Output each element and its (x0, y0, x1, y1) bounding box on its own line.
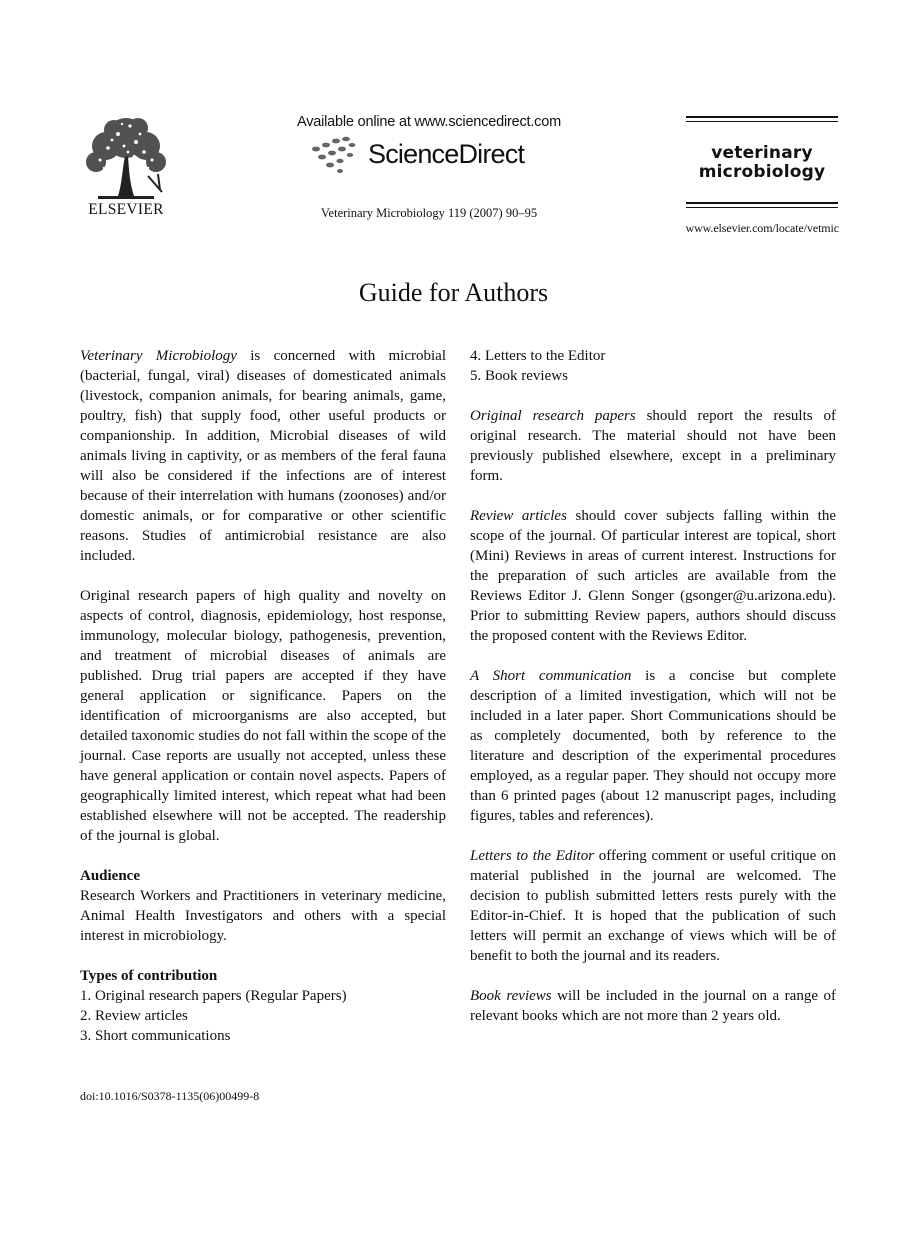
book-reviews-paragraph: Book reviews will be included in the journal on a range of relevant books which are not more than 2 years old. (470, 988, 836, 1024)
journal-citation: Veterinary Microbiology 119 (2007) 90–95 (320, 206, 538, 220)
publisher-name: ELSEVIER (88, 201, 164, 218)
journal-logo (686, 116, 838, 211)
journal-logo-line2: microbiology (698, 162, 826, 182)
letters-paragraph: Letters to the Editor offering comment or useful critique on material published in the journal are welcomed. The decision to publish submitted letters rests purely with the Editor-in-Chief. It is hoped that the publication of such letters will permit an exchange of views which will be of benefit to both the journal and its readers. (470, 848, 837, 964)
sciencedirect-dots-icon (310, 135, 366, 175)
list-item: 3. Short communications (80, 1028, 231, 1044)
divider (686, 207, 838, 208)
journal-logo-line1: veterinary (711, 143, 813, 163)
list-item: 1. Original research papers (Regular Papers) (80, 988, 347, 1004)
audience-heading: Audience (80, 868, 140, 884)
list-item: 5. Book reviews (470, 368, 568, 384)
divider (686, 116, 838, 118)
journal-url: www.elsevier.com/locate/vetmic (685, 221, 839, 235)
review-articles-paragraph: Review articles should cover subjects falling within the scope of the journal. Of particular interest are topical, short (Mini) Reviews in areas of current interest. Instructions for the preparation of such articles are available from the Reviews Editor J. Glenn Songer (gsonger@u.arizona.edu). Prior to submitting Review papers, authors should discuss the proposed content with the Reviews Editor. (470, 508, 836, 644)
page-title: Guide for Authors (358, 278, 549, 307)
available-online-text: Available online at www.sciencedirect.com (297, 114, 561, 130)
short-communication-paragraph: A Short communication is a concise but complete description of a limited investigation, which will not be included in a later paper. Short Communications should be as completely documented, both by reference to the literature and description of the experimental procedures employed, as a regular paper. They should not occupy more than 6 printed pages (about 12 manuscript pages, including figures, tables and references). (470, 668, 836, 824)
sciencedirect-brand: ScienceDirect (368, 139, 525, 169)
left-column (80, 346, 446, 1046)
list-item: 4. Letters to the Editor (470, 348, 606, 364)
types-list-continued (470, 346, 836, 386)
intro-paragraph: Veterinary Microbiology is concerned with microbial (bacterial, fungal, viral) diseases of domesticated animals (livestock, companion animals, for bearing animals, game, poultry, fish) that supply food, other useful products or companionship. In addition, Microbial diseases of wild animals living in captivity, or as members of the feral fauna will also be considered if the infections are of interest because of their interrelation with humans (zoonoses) and/or domestic animals, or for comparative or other scientific reasons. Studies of antimicrobial resistance are also included. (80, 348, 446, 564)
doi-text: doi:10.1016/S0378-1135(06)00499-8 (80, 1089, 260, 1103)
journal-name: Veterinary Microbiology (80, 348, 237, 364)
original-papers-paragraph: Original research papers should report the results of original research. The material should not have been previously published elsewhere, except in a preliminary form. (470, 408, 836, 484)
audience-paragraph: Research Workers and Practitioners in veterinary medicine, Animal Health Investigators and others with a special interest in microbiology. (80, 888, 446, 944)
types-heading: Types of contribution (80, 968, 218, 984)
scope-paragraph: Original research papers of high quality and novelty on aspects of control, diagnosis, epidemiology, host response, immunology, molecular biology, pathogenesis, prevention, and treatment of microbial diseases of animals are published. Drug trial papers are accepted if they have general application or significance. Papers on the identification of microorganisms are also accepted, but detailed taxonomic studies do not fall within the scope of the journal. Case reports are usually not accepted, unless these have general application or contain novel aspects. Papers of geographically limited interest, which repeat what had been established elsewhere will not be accepted. The readership of the journal is global. (80, 588, 446, 844)
divider (686, 202, 838, 204)
divider (686, 121, 838, 122)
list-item: 2. Review articles (80, 1008, 188, 1024)
sciencedirect-logo (310, 135, 550, 175)
journal-logo-title (686, 144, 838, 182)
right-column (470, 346, 836, 1046)
types-list (80, 986, 446, 1046)
